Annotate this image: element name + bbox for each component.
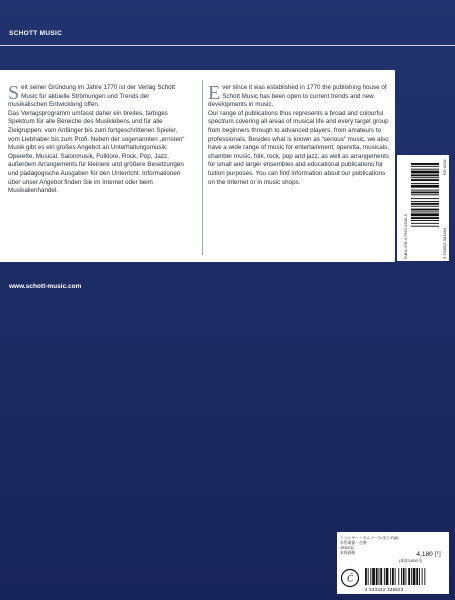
- german-intro: [8, 84, 190, 110]
- barcode-catalog: ED 9104: [442, 159, 447, 175]
- sticker-code-line: JRS/ED: [340, 546, 354, 550]
- english-intro-text: ver since it was established in 1770 the publishing house of Schott Music has been open to current trends and new developments in music.: [208, 84, 387, 109]
- header-rule: [0, 45, 455, 46]
- sticker-title: ラッシャー・ヨムノール/まとめ(5): [340, 536, 399, 540]
- barcode-isbn: ISBN 978-3-7957-5345-3: [403, 214, 408, 259]
- column-divider: [202, 80, 203, 255]
- sticker-barcode: [365, 568, 445, 586]
- barcode-box: [397, 155, 449, 261]
- english-body: Our range of publications thus represents a broad and colourful spectrum covering all areas of musical life and every target group from beginners through to advanced players, from amateurs to professionals. Besides what is known as “serious” music, we also have a wide range of music for entertainment: operetta, musicals, chamber music, folk, rock, pop and jazz, as well as arrangements for small and larger ensembles and educational publications for tuition purposes. You can find information about our publications on the Internet or in music shops.: [208, 109, 389, 186]
- german-dropcap: S: [8, 82, 20, 104]
- german-body: Das Verlagsprogramm umfasst daher ein breites, farbiges Spektrum für alle Bereiche des Musiklebens und für alle Zielgruppen: vom Anfänger bis zum fortgeschrittenen Spieler, vom Liebhaber bis zum Profi. Neben der sogenannten „ernsten“ Musik gibt es ein großes Angebot an Unterhaltungsmusik: Operette, Musical, Salonmusik, Folklore, Rock, Pop, Jazz, außerdem Arrangements für kleinere und größere Besetzungen und pädagogische Ausgaben für den Unterricht. Informationen über unser Angebot finden Sie im Internet oder beim Musikalienhandel.: [8, 109, 185, 195]
- german-intro-text: eit seiner Gründung im Jahre 1770 ist der Verlag Schott Music für aktuelle Strömungen und Trends der musikalischen Entwicklung offen.: [8, 84, 176, 109]
- text-panel: [0, 70, 395, 262]
- sticker-barcode-number: 4 533442 338823: [365, 587, 404, 592]
- svg-text:Ć: Ć: [346, 573, 354, 584]
- sticker-price-sub: (本体3,800円): [399, 559, 423, 563]
- barcode-ismn: 9 790001 083454: [442, 227, 447, 259]
- german-column: [8, 84, 190, 196]
- brand-label: SCHOTT MUSIC: [9, 30, 63, 37]
- english-column: [208, 84, 390, 187]
- sticker-price: 4,180 円: [416, 551, 441, 558]
- price-sticker: [337, 532, 449, 594]
- english-dropcap: E: [208, 82, 221, 104]
- english-intro: [208, 84, 390, 110]
- publisher-logo-icon: [340, 568, 360, 588]
- sticker-category: 木管楽器・合奏: [340, 541, 367, 545]
- website-url[interactable]: www.schott-music.com: [9, 283, 82, 290]
- sticker-price-label: 本体価格: [340, 551, 356, 555]
